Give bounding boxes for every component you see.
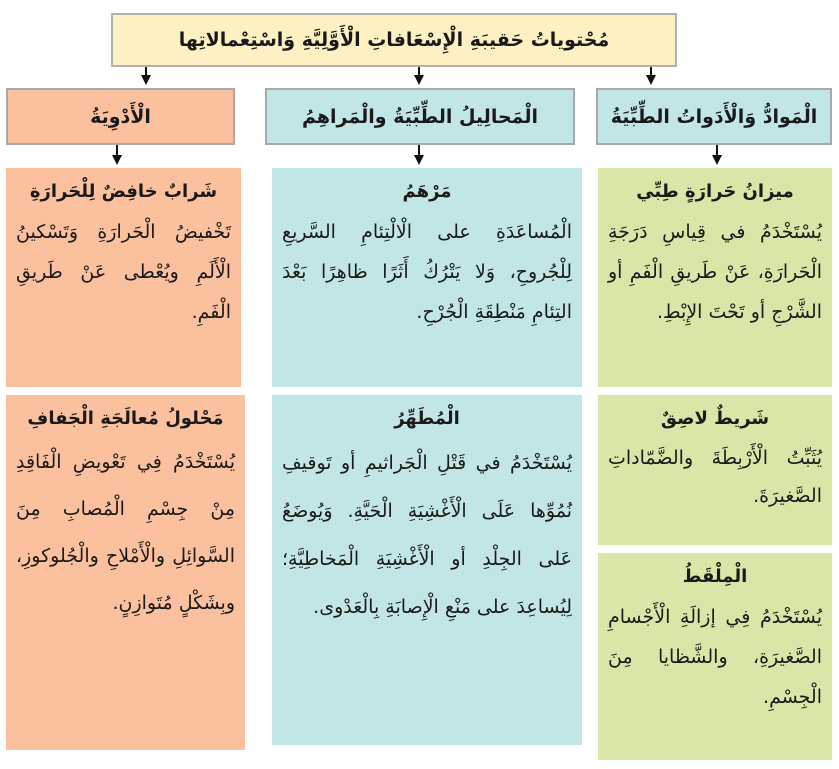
card-fever-syrup bbox=[6, 168, 241, 387]
arrow-down-icon bbox=[646, 75, 656, 85]
connector-line bbox=[145, 67, 147, 75]
card-body: الْمُساعَدَةِ على الْالْتِئامِ السَّريعِ لِلْجُروحِ، وَلا يَتْرُكُ أَثَرًا ظاهِرًا بَعْدَ التِئامِ مَنْطِقَةِ الْجُرْحِ. bbox=[282, 221, 572, 323]
arrow-down-icon bbox=[712, 155, 722, 165]
connector-line bbox=[418, 67, 420, 75]
card-thermometer bbox=[598, 168, 832, 387]
card-tweezers bbox=[598, 553, 832, 760]
card-title: ميزانُ حَرارَةٍ طِبِّي bbox=[636, 181, 794, 202]
category-header-medicines bbox=[6, 88, 235, 145]
category-label: الْأَدْوِيَةُ bbox=[90, 105, 151, 128]
card-body: يُسْتَخْدَمُ في قِياسِ دَرَجَةِ الْحَرارَةِ، عَنْ طَريقِ الْفَمِ أو الشَّرْجِ أو تَحْتَ الإِبْطِ. bbox=[608, 221, 822, 323]
diagram-title-text: مُحْتوياتُ حَقيبَةِ الْإِسْعَافاتِ الْأَوَّلِيَّةِ وَاسْتِعْمالاتِها bbox=[178, 29, 610, 51]
card-antiseptic bbox=[272, 395, 582, 745]
category-header-solutions bbox=[265, 88, 575, 145]
card-body: يُسْتَخْدَمُ فِي تَعْويضِ الْفَاقِدِ مِنْ جِسْمِ الْمُصابِ مِنَ السَّوائِلِ والْأَمْلاحِ والْجُلوكوزِ، وبِشَكْلٍ مُتَوازِنٍ. bbox=[16, 451, 235, 614]
card-body: يُسْتَخْدَمُ في قَتْلِ الْجَراثيمِ أو تَوقيفِ نُمُوِّها عَلَى الْأَغْشِيَةِ الْحَيَّةِ. وَيُوضَعُ عَلى الجِلْدِ أو الْأَغْشِيَةِ الْمَخاطِيَّةِ؛ لِيُساعِدَ على مَنْعِ الْإِصابَةِ بِالْعَدْوى. bbox=[282, 452, 572, 618]
card-body: يُسْتَخْدَمُ فِي إزالَةِ الْأَجْسامِ الصَّغيرَةِ، والشَّظايا مِنَ الْجِسْمِ. bbox=[608, 606, 822, 708]
arrow-down-icon bbox=[141, 75, 151, 85]
card-ointment bbox=[272, 168, 582, 387]
arrow-down-icon bbox=[112, 155, 122, 165]
card-body: يُثَبِّتُ الْأَرْبِطَةَ والضَّمّاداتِ الصَّغيرَةَ. bbox=[608, 447, 822, 507]
card-title: شَريطٌ لاصِقٌ bbox=[660, 408, 770, 429]
card-body: تَخْفيضُ الْحَرارَةِ وَتَسْكينُ الْأَلَمِ ويُعْطى عَنْ طَريقِ الْفَمِ. bbox=[16, 221, 231, 323]
card-rehydration-solution bbox=[6, 395, 245, 750]
arrow-down-icon bbox=[414, 75, 424, 85]
card-title: مَحْلولُ مُعالَجَةِ الْجَفافِ bbox=[27, 408, 224, 429]
card-title: الْمِلْقَطُ bbox=[682, 566, 748, 587]
connector-line bbox=[116, 145, 118, 155]
card-adhesive-tape bbox=[598, 395, 832, 545]
connector-line bbox=[716, 145, 718, 155]
arrow-down-icon bbox=[414, 155, 424, 165]
category-label: الْمَوادُّ وَالْأَدَواتُ الطِّبِّيَةُ bbox=[610, 105, 818, 128]
card-title: شَرابٌ خافِضٌ لِلْحَرارَةِ bbox=[29, 181, 218, 202]
card-title: الْمُطَهِّرُ bbox=[394, 408, 460, 429]
connector-line bbox=[650, 67, 652, 75]
category-label: الْمَحالِيلُ الطِّبِّيَةُ والْمَراهِمُ bbox=[301, 105, 539, 128]
card-title: مَرْهَمُ bbox=[402, 181, 452, 202]
diagram-title bbox=[111, 13, 677, 67]
category-header-tools bbox=[596, 88, 832, 145]
connector-line bbox=[418, 145, 420, 155]
